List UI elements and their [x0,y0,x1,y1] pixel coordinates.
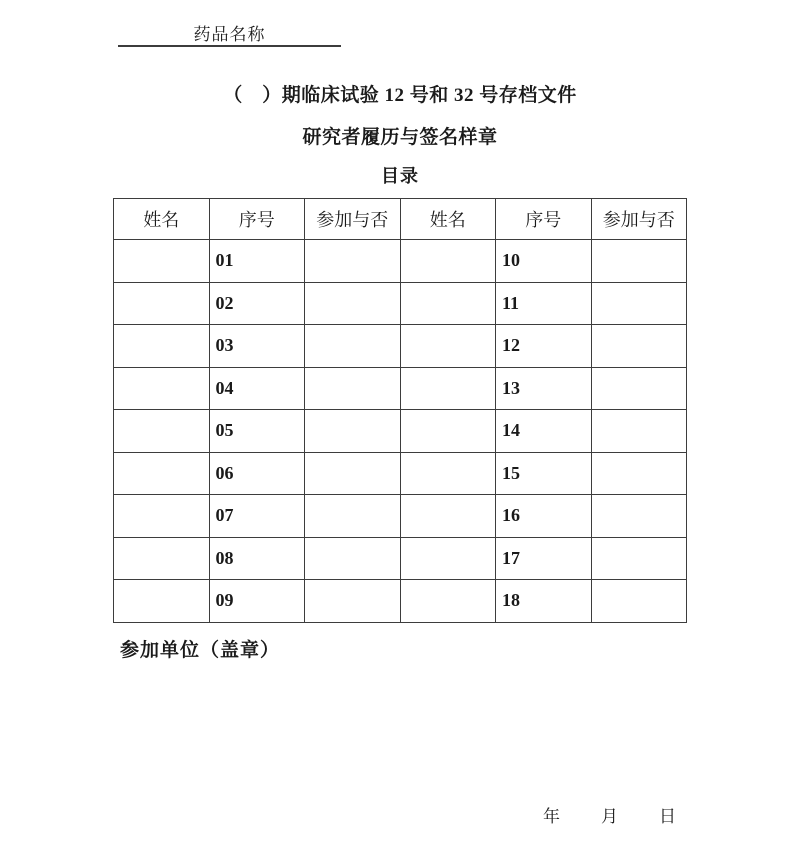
document-subtitle: 研究者履历与签名样章 [302,127,498,148]
serial-cell: 10 [496,240,592,283]
table-row [114,240,687,283]
serial-cell: 16 [496,495,592,538]
serial-cell: 11 [496,282,592,325]
name-cell [400,325,496,368]
name-cell [400,495,496,538]
table-row [114,452,687,495]
month-label: 月 [601,807,618,826]
participation-cell [591,367,687,410]
name-cell [400,282,496,325]
year-label: 年 [543,807,560,826]
name-cell [114,495,210,538]
participation-cell [591,325,687,368]
name-cell [114,410,210,453]
participating-unit-label: 参加单位（盖章） [120,640,281,661]
toc-heading: 目录 [381,166,419,186]
serial-cell: 05 [209,410,305,453]
document-title: （ ）期临床试验 12 号和 32 号存档文件 [223,85,577,106]
header-cell-participation-left: 参加与否 [305,199,401,240]
date-line [543,802,676,827]
serial-cell: 06 [209,452,305,495]
serial-cell: 17 [496,537,592,580]
drug-name-label: 药品名称 [193,25,266,44]
serial-cell: 18 [496,580,592,623]
name-cell [114,537,210,580]
participation-cell [305,282,401,325]
serial-cell: 12 [496,325,592,368]
header-cell-serial-left: 序号 [209,199,305,240]
name-cell [400,537,496,580]
serial-cell: 07 [209,495,305,538]
serial-cell: 13 [496,367,592,410]
name-cell [114,367,210,410]
table-row [114,495,687,538]
serial-cell: 02 [209,282,305,325]
header-cell-serial-right: 序号 [496,199,592,240]
header-cell-name-left: 姓名 [114,199,210,240]
serial-cell: 04 [209,367,305,410]
table-row [114,282,687,325]
name-cell [114,240,210,283]
serial-cell: 09 [209,580,305,623]
participation-cell [305,367,401,410]
drug-name-blank-field [118,25,341,47]
table-row [114,367,687,410]
name-cell [114,325,210,368]
participation-cell [305,580,401,623]
roster-table [113,198,687,623]
table-row [114,537,687,580]
participation-cell [591,282,687,325]
participation-cell [591,495,687,538]
name-cell [400,240,496,283]
participation-cell [591,452,687,495]
participation-cell [305,325,401,368]
name-cell [400,580,496,623]
participation-cell [591,410,687,453]
participation-cell [591,537,687,580]
header-cell-participation-right: 参加与否 [591,199,687,240]
participation-cell [305,537,401,580]
name-cell [114,580,210,623]
serial-cell: 08 [209,537,305,580]
table-header-row [114,199,687,240]
name-cell [114,452,210,495]
name-cell [114,282,210,325]
participation-cell [305,410,401,453]
participation-cell [305,240,401,283]
day-label: 日 [659,807,676,826]
serial-cell: 01 [209,240,305,283]
serial-cell: 03 [209,325,305,368]
participation-cell [305,452,401,495]
serial-cell: 14 [496,410,592,453]
name-cell [400,452,496,495]
serial-cell: 15 [496,452,592,495]
header-cell-name-right: 姓名 [400,199,496,240]
participation-cell [591,240,687,283]
name-cell [400,367,496,410]
participation-cell [591,580,687,623]
table-row [114,410,687,453]
table-row [114,325,687,368]
table-row [114,580,687,623]
participation-cell [305,495,401,538]
name-cell [400,410,496,453]
